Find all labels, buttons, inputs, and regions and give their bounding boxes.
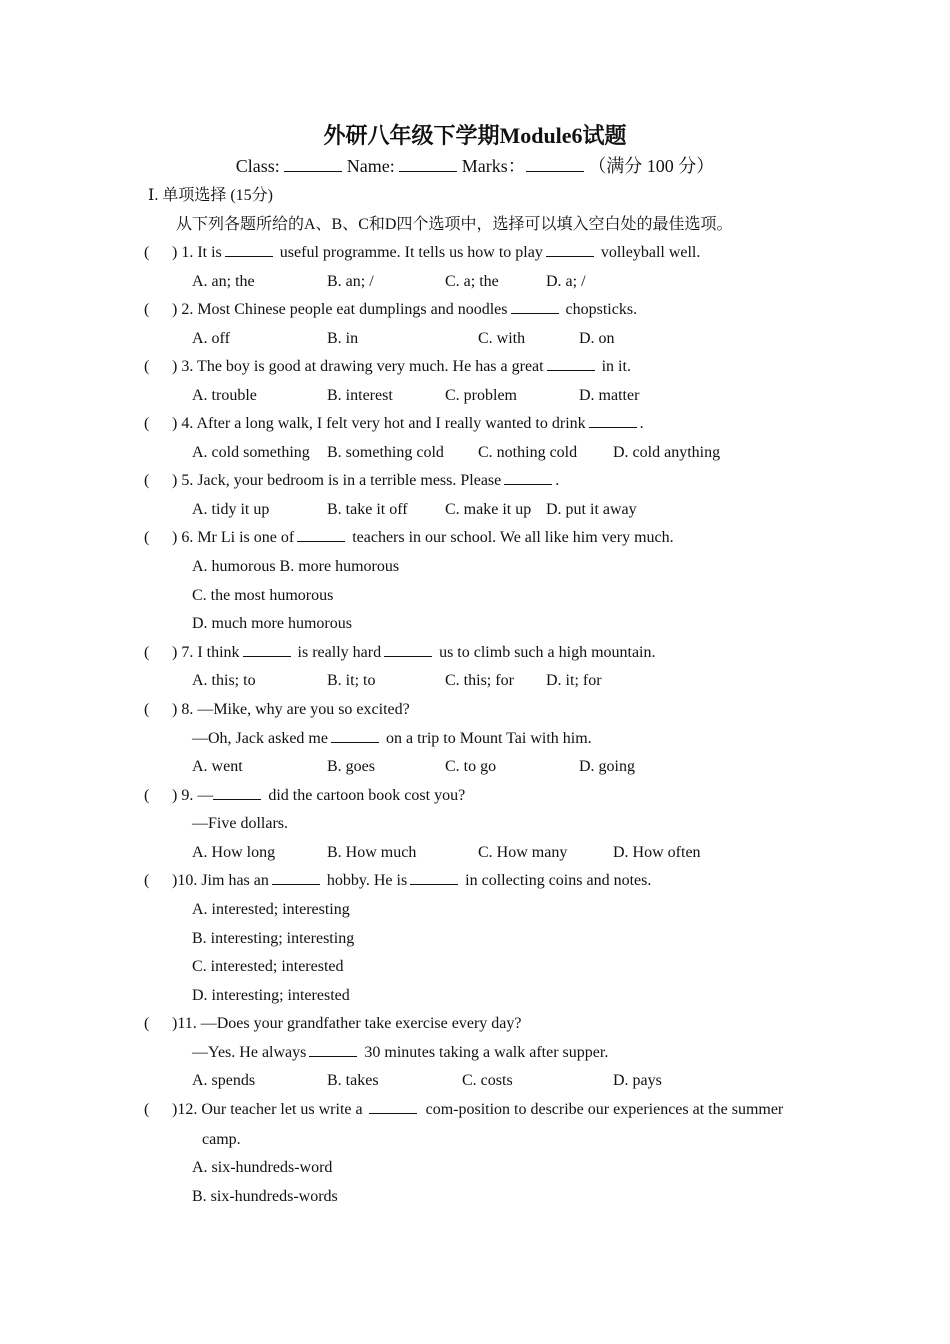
options-11: [192, 1069, 812, 1093]
option-a[interactable]: A. trouble: [192, 387, 257, 404]
question-3: ( ) 3. The boy is good at drawing very much. He has a great in it.: [144, 355, 631, 379]
question-9-reply: —Five dollars.: [192, 815, 288, 832]
options-3: [192, 384, 812, 408]
option-a[interactable]: A. off: [192, 330, 230, 347]
class-blank[interactable]: [284, 157, 342, 172]
answer-blank: [504, 471, 552, 485]
option-a[interactable]: A. interested; interesting: [192, 901, 350, 918]
answer-blank: [410, 871, 458, 885]
option-d[interactable]: D. a; /: [546, 273, 586, 290]
name-blank[interactable]: [399, 157, 457, 172]
options-7: [192, 669, 812, 693]
option-b[interactable]: B. interest: [327, 387, 393, 404]
option-d[interactable]: D. it; for: [546, 672, 602, 689]
answer-blank: [511, 300, 559, 314]
option-c[interactable]: C. problem: [445, 387, 517, 404]
option-a[interactable]: A. six-hundreds-word: [192, 1159, 333, 1176]
option-c[interactable]: C. make it up: [445, 501, 532, 518]
section-instruction: 从下列各题所给的A、B、C和D四个选项中，选择可以填入空白处的最佳选项。: [176, 216, 733, 233]
answer-blank: [297, 528, 345, 542]
name-label: Name:: [346, 156, 395, 176]
question-12: ( )12. Our teacher let us write a com-position to describe our experiences at the summer: [144, 1098, 783, 1122]
question-7: ( ) 7. I think is really hard us to climb such a high mountain.: [144, 641, 656, 665]
option-c[interactable]: C. a; the: [445, 273, 499, 290]
answer-bracket[interactable]: (: [144, 872, 150, 889]
question-2: ( ) 2. Most Chinese people eat dumplings and noodles chopsticks.: [144, 298, 637, 322]
answer-blank: [331, 729, 379, 743]
option-a[interactable]: A. How long: [192, 844, 276, 861]
marks-label: Marks：: [461, 156, 526, 176]
options-2: [192, 327, 812, 351]
answer-bracket[interactable]: (: [144, 701, 150, 718]
answer-bracket[interactable]: (: [144, 644, 150, 661]
answer-bracket[interactable]: (: [144, 787, 150, 804]
answer-blank: [213, 786, 261, 800]
option-d[interactable]: D. put it away: [546, 501, 637, 518]
answer-blank: [309, 1043, 357, 1057]
section-heading: Ⅰ. 单项选择 (15分): [148, 187, 273, 204]
question-8-reply: —Oh, Jack asked me on a trip to Mount Tai with him.: [192, 730, 592, 747]
option-b[interactable]: B. takes: [327, 1072, 379, 1089]
answer-bracket[interactable]: (: [144, 301, 150, 318]
option-d[interactable]: D. going: [579, 758, 635, 775]
option-b[interactable]: B. something cold: [327, 444, 444, 461]
option-c[interactable]: C. with: [478, 330, 526, 347]
question-8: ( ) 8. —Mike, why are you so excited?: [144, 698, 410, 722]
option-c[interactable]: C. the most humorous: [192, 587, 334, 604]
question-4: ( ) 4. After a long walk, I felt very hot and I really wanted to drink .: [144, 412, 644, 436]
answer-blank: [369, 1100, 417, 1114]
option-d[interactable]: D. matter: [579, 387, 640, 404]
options-4: [192, 441, 812, 465]
answer-blank: [225, 243, 273, 257]
answer-blank: [272, 871, 320, 885]
answer-blank: [547, 357, 595, 371]
answer-blank: [546, 243, 594, 257]
answer-blank: [589, 414, 637, 428]
question-6: ( ) 6. Mr Li is one of teachers in our school. We all like him very much.: [144, 526, 674, 550]
option-d[interactable]: D. on: [579, 330, 615, 347]
question-9: ( ) 9. — did the cartoon book cost you?: [144, 784, 465, 808]
option-b[interactable]: B. How much: [327, 844, 417, 861]
answer-bracket[interactable]: (: [144, 472, 150, 489]
options-9: [192, 841, 812, 865]
question-10: ( )10. Jim has an hobby. He is in collecting coins and notes.: [144, 869, 651, 893]
question-11: ( )11. —Does your grandfather take exercise every day?: [144, 1012, 521, 1036]
option-a[interactable]: A. this; to: [192, 672, 256, 689]
options-8: [192, 755, 812, 779]
option-b[interactable]: B. interesting; interesting: [192, 930, 355, 947]
marks-blank[interactable]: [526, 157, 584, 172]
option-d[interactable]: D. How often: [613, 844, 701, 861]
page-title: 外研八年级下学期Module6试题: [323, 123, 627, 148]
options-1: [192, 270, 812, 294]
option-a[interactable]: A. an; the: [192, 273, 255, 290]
option-a-b[interactable]: A. humorous B. more humorous: [192, 558, 400, 575]
option-a[interactable]: A. cold something: [192, 444, 310, 461]
option-a[interactable]: A. spends: [192, 1072, 256, 1089]
option-b[interactable]: B. goes: [327, 758, 375, 775]
option-b[interactable]: B. six-hundreds-words: [192, 1188, 338, 1205]
question-1: ( ) 1. It is useful programme. It tells us how to play volleyball well.: [144, 241, 700, 265]
question-12-wrap: camp.: [202, 1131, 241, 1148]
option-b[interactable]: B. it; to: [327, 672, 376, 689]
option-d[interactable]: D. pays: [613, 1072, 662, 1089]
option-d[interactable]: D. much more humorous: [192, 615, 352, 632]
answer-bracket[interactable]: (: [144, 415, 150, 432]
class-label: Class:: [235, 156, 280, 176]
option-a[interactable]: A. went: [192, 758, 243, 775]
answer-bracket[interactable]: (: [144, 358, 150, 375]
option-b[interactable]: B. take it off: [327, 501, 408, 518]
answer-bracket[interactable]: (: [144, 244, 150, 261]
full-marks-note: （满分 100 分）: [588, 156, 715, 176]
option-c[interactable]: C. How many: [478, 844, 568, 861]
answer-blank: [243, 643, 291, 657]
option-c[interactable]: C. interested; interested: [192, 958, 344, 975]
option-b[interactable]: B. an; /: [327, 273, 374, 290]
question-11-reply: —Yes. He always 30 minutes taking a walk after supper.: [192, 1044, 609, 1061]
option-c[interactable]: C. nothing cold: [478, 444, 578, 461]
option-d[interactable]: D. interesting; interested: [192, 987, 350, 1004]
option-c[interactable]: C. costs: [462, 1072, 513, 1089]
answer-bracket[interactable]: (: [144, 529, 150, 546]
option-d[interactable]: D. cold anything: [613, 444, 721, 461]
question-5: ( ) 5. Jack, your bedroom is in a terrible mess. Please .: [144, 469, 559, 493]
answer-blank: [384, 643, 432, 657]
student-info-line: [0, 153, 950, 179]
option-c[interactable]: C. to go: [445, 758, 497, 775]
answer-bracket[interactable]: (: [144, 1101, 150, 1118]
option-c[interactable]: C. this; for: [445, 672, 514, 689]
answer-bracket[interactable]: (: [144, 1015, 150, 1032]
option-a[interactable]: A. tidy it up: [192, 501, 270, 518]
options-5: [192, 498, 812, 522]
option-b[interactable]: B. in: [327, 330, 359, 347]
